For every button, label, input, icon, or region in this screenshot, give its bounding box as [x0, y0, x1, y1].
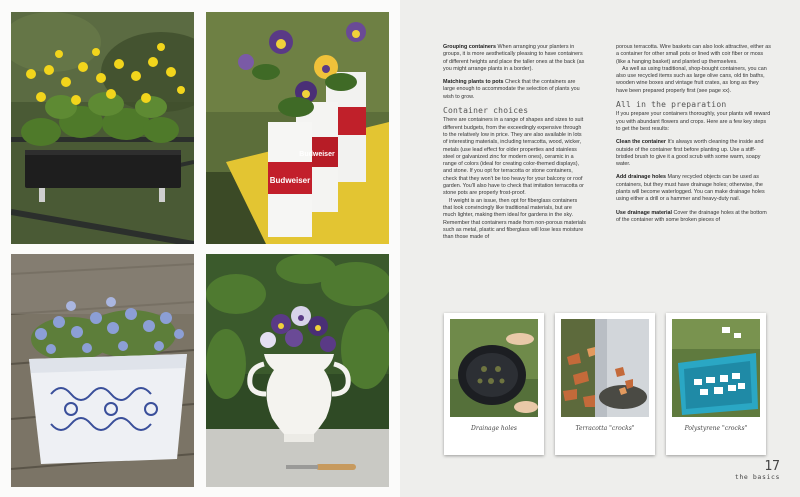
run-in-heading: Grouping containers	[443, 44, 497, 50]
paragraph-drainage-material: Use drainage material Cover the drainage holes at the bottom of the container with some broken pieces of	[616, 209, 767, 223]
paragraph: If you prepare your containers thoroughly, your plants will reward you with abundant flowers and crops. Here are a few key steps to get the best results:	[616, 111, 771, 132]
page-number: 17	[764, 459, 780, 474]
run-in-heading: Add drainage holes	[616, 174, 667, 181]
photo-urn	[206, 254, 389, 487]
paragraph: There are containers in a range of shapes and sizes to suit different budgets, from the exceedingly expensive through to the relatively low in price. They are also available in lots of interesting materials, including terracotta, wood, wicker, metals (use lead effect for older properties and stainless steel or galvanized zinc for modern ones), ceramic in a range of colors (ideal for creating color-themed displays), and stone. If you opt for terracotta or stone containers, check that they won't be too heavy for your balcony or roof garden. You'll also have to check that imitation terracotta or stone pots are properly frost-proof.	[443, 117, 584, 197]
right-page	[400, 0, 800, 497]
photo-window-box	[11, 12, 194, 244]
section-heading: Container choices	[443, 106, 529, 116]
paragraph-clean: Clean the container It's always worth cleaning the inside and outside of the container first before planting up. Use a stiff-bristled brush to give it a good scrub with some warm, soapy water.	[616, 139, 764, 168]
polaroid-terracotta-crocks	[555, 313, 655, 455]
polaroid-caption: Drainage holes	[471, 425, 517, 432]
paragraph: As well as using traditional, shop-bought containers, you can also use recycled items such as large olive cans, old tin baths, wooden wine boxes and vintage fruit crates, as long as they have been prepared properly first (see page xx).	[616, 65, 767, 94]
paragraph-drainage-holes: Add drainage holes Many recycled objects can be used as containers, but they must have drainage holes; otherwise, the plants will become waterlogged. You can make drainage holes using either a drill or a hammer and heavy-duty nail.	[616, 174, 765, 203]
polaroid-caption: Terracotta "crocks"	[575, 425, 635, 432]
photo-drainage-holes	[450, 319, 538, 417]
polaroid-polystyrene-crocks	[666, 313, 766, 455]
paragraph: If weight is an issue, then opt for fiberglass containers that look convincingly like traditional materials, but are much lighter, making them ideal for gardens in the sky. Remember that containers made from non-porous materials such as metal, plastic and fiberglass will lose less moisture than those made of	[443, 197, 586, 241]
run-in-heading: Use drainage material	[616, 209, 673, 216]
run-in-heading: Clean the container	[616, 139, 667, 146]
paragraph-grouping: Grouping containers When arranging your planters in groups, it is more aesthetically pleasing to have containers of different heights and place the taller ones at the back (as you might arrange plants in a border).	[443, 44, 585, 72]
polaroid-drainage-holes	[444, 313, 544, 455]
text-column-right	[616, 44, 771, 230]
photo-beer-cans	[206, 12, 389, 244]
can-brand-text: Budweiser	[269, 176, 311, 185]
can-brand-text: Budweiser	[299, 151, 335, 158]
polaroid-caption: Polystyrene "crocks"	[684, 425, 748, 432]
photo-terracotta-crocks	[561, 319, 649, 417]
run-in-heading: Matching plants to pots	[443, 79, 504, 86]
paragraph: porous terracotta. Wire baskets can also look attractive, either as a container for other small pots or lined with coir fiber or moss (like a hanging basket) and planted up themselves.	[616, 44, 771, 65]
photo-polystyrene-crocks	[672, 319, 760, 417]
section-heading: All in the preparation	[616, 100, 727, 110]
photo-blue-pot	[11, 254, 194, 487]
paragraph-matching: Matching plants to pots Check that the containers are large enough to accommodate the selection of plants you wish to grow.	[443, 79, 580, 100]
page-folio	[735, 461, 780, 481]
text-column-left	[443, 44, 586, 247]
section-name: the basics	[734, 473, 780, 481]
